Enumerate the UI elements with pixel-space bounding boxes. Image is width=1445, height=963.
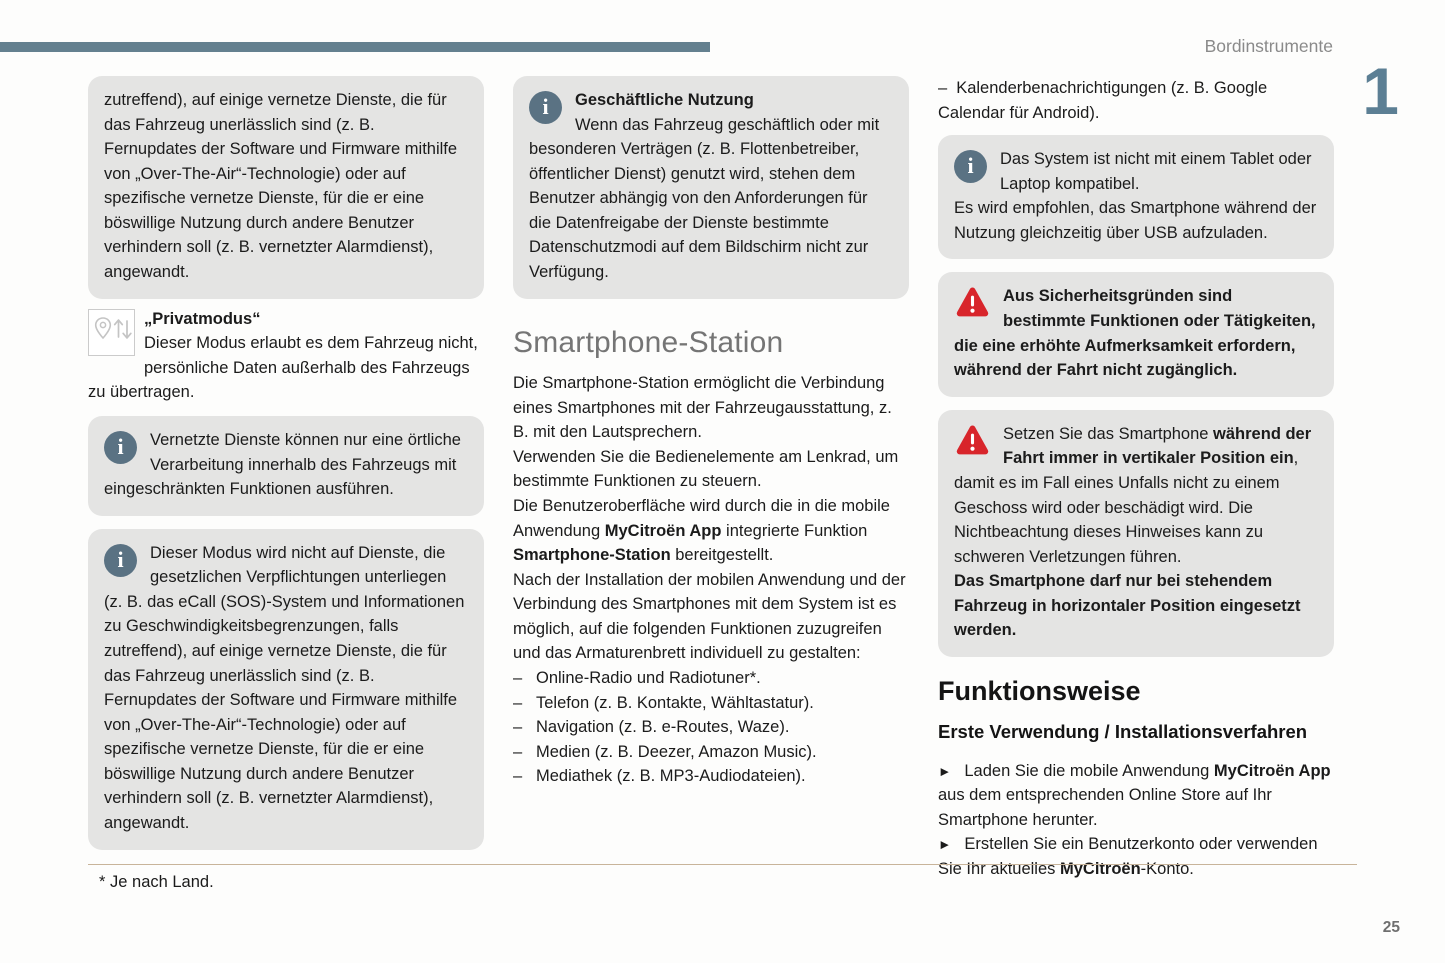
warning-box-vertical-position: Setzen Sie das Smartphone während der Fahrt immer in vertikaler Position ein, damit es im Fall eines Unfalls nicht zu einem Geschoss wird oder beschädigt wird. Die Nichtbeachtung dieses Hinweises kann zu schweren Verletzungen führen. Das Smartphone darf nur bei stehendem Fahrzeug in horizontaler Position eingesetzt werden. <box>938 410 1334 657</box>
list-item-text: Kalenderbenachrichtigungen (z. B. Google Calendar für Android). <box>938 79 1268 122</box>
list-item: – Medien (z. B. Deezer, Amazon Music). <box>513 740 909 765</box>
warning-safety-text: Aus Sicherheitsgründen sind bestimmte Funktionen oder Tätigkeiten, die eine erhöhte Aufmerksamkeit erfordern, während der Fahrt nicht zugänglich. <box>954 287 1316 380</box>
instruction-step: ► Laden Sie die mobile Anwendung MyCitroën App aus dem entsprechenden Online Store auf Ihr Smartphone herunter. <box>938 761 1331 829</box>
column-left <box>88 76 484 881</box>
step-arrow-icon: ► <box>938 763 952 779</box>
info-box-compatibility <box>938 135 1334 259</box>
smartphone-station-body <box>513 371 909 789</box>
list-item: – Online-Radio und Radiotuner*. <box>513 666 909 691</box>
step-arrow-icon: ► <box>938 837 952 853</box>
accent-top-bar <box>0 42 710 52</box>
paragraph: Die Benutzeroberfläche wird durch die in die mobile Anwendung MyCitroën App integrierte Funktion Smartphone-Station bereitgestellt. <box>513 497 890 565</box>
instruction-step: ► Erstellen Sie ein Benutzerkonto oder verwenden Sie Ihr aktuelles MyCitroën-Konto. <box>938 835 1318 878</box>
section-heading-smartphone-station: Smartphone-Station <box>513 325 784 359</box>
list-item: – Telefon (z. B. Kontakte, Wähltastatur). <box>513 691 909 716</box>
warning-box-safety <box>938 272 1334 396</box>
info-box-business-body: Wenn das Fahrzeug geschäftlich oder mit besonderen Verträgen (z. B. Flottenbetreiber, öffentlicher Dienst) genutzt wird, stehen dem Benutzer abhängig von den Anforderungen für die Datenfreigabe der Dienste bestimmte Datenschutzmodi auf dem Bildschirm nicht zur Verfügung. <box>529 115 880 282</box>
list-item: – Kalenderbenachrichtigungen (z. B. Google Calendar für Android). <box>938 79 1268 122</box>
info-compatibility-line2: Es wird empfohlen, das Smartphone während der Nutzung gleichzeitig über USB aufzuladen. <box>954 199 1317 242</box>
list-item-text: Online-Radio und Radiotuner*. <box>536 669 761 688</box>
info-box-mode-exceptions <box>88 529 484 850</box>
section-heading-funktionsweise: Funktionsweise <box>938 675 1141 706</box>
subheading-first-use: Erste Verwendung / Installationsverfahren <box>938 721 1308 743</box>
info-icon: i <box>104 431 137 464</box>
info-box-business-title: Geschäftliche Nutzung <box>575 91 754 109</box>
info-box-local-processing-text: Vernetzte Dienste können nur eine örtliche Verarbeitung innerhalb des Fahrzeugs mit eingeschränkten Funktionen ausführen. <box>104 430 461 499</box>
page-number: 25 <box>1382 919 1400 936</box>
app-name: MyCitroën App <box>1213 761 1331 780</box>
private-mode-title: „Privatmodus“ <box>144 309 261 328</box>
warning-icon <box>954 424 991 458</box>
column-middle <box>513 76 909 881</box>
page-columns <box>88 76 1334 881</box>
private-mode-section <box>88 307 484 405</box>
paragraph: Verwenden Sie die Bedienelemente am Lenkrad, um bestimmte Funktionen zu steuern. <box>513 447 899 491</box>
list-item: – Mediathek (z. B. MP3-Audiodateien). <box>513 764 909 789</box>
list-item: – Navigation (z. B. e-Routes, Waze). <box>513 715 909 740</box>
info-icon: i <box>529 91 562 124</box>
note-box-continued <box>88 76 484 299</box>
chapter-number: 1 <box>1362 54 1399 128</box>
feature-name: Smartphone-Station <box>513 546 671 565</box>
info-icon: i <box>104 544 137 577</box>
footnote-divider <box>88 864 1357 865</box>
column-right <box>938 76 1334 881</box>
list-item-text: Mediathek (z. B. MP3-Audiodateien). <box>536 767 806 786</box>
info-box-mode-exceptions-text: Dieser Modus wird nicht auf Dienste, die gesetzlichen Verpflichtungen unterliegen (z. B. das eCall (SOS)-System und Informationen zu Geschwindigkeitsbegrenzungen, falls zutreffend), auf einige vernetze Dienste, die für das Fahrzeug unerlässlich sind (z. B. Fernupdates der Software und Firmware mithilfe von „Over-The-Air“-Technologie) oder auf spezifische vernetze Dienste, für die er eine böswillige Nutzung durch andere Benutzer verhindern soll (z. B. vernetzter Alarmdienst), angewandt. <box>104 543 465 833</box>
private-mode-body: Dieser Modus erlaubt es dem Fahrzeug nicht, persönliche Daten außerhalb des Fahrzeugs zu übertragen. <box>88 334 478 402</box>
chapter-header-title: Bordinstrumente <box>1204 36 1333 56</box>
footnote-text: * Je nach Land. <box>99 873 214 891</box>
privacy-mode-icon <box>88 309 135 356</box>
warning-bold-closing: Das Smartphone darf nur bei stehendem Fahrzeug in horizontaler Position eingesetzt werden. <box>954 572 1301 640</box>
paragraph: Die Smartphone-Station ermöglicht die Verbindung eines Smartphones mit der Fahrzeugausstattung, z. B. mit den Lautsprechern. <box>513 374 892 442</box>
account-name: MyCitroën <box>1059 859 1141 878</box>
info-box-local-processing <box>88 416 484 516</box>
note-box-continued-text: zutreffend), auf einige vernetze Dienste, die für das Fahrzeug unerlässlich sind (z. B. Fernupdates der Software und Firmware mithilfe von „Over-The-Air“-Technologie) oder auf spezifische vernetze Dienste, für die er eine böswillige Nutzung durch andere Benutzer verhindern soll (z. B. vernetzter Alarmdienst), angewandt. <box>104 91 458 282</box>
info-box-business-use <box>513 76 909 299</box>
list-item-text: Navigation (z. B. e-Routes, Waze). <box>536 718 790 737</box>
list-item-text: Medien (z. B. Deezer, Amazon Music). <box>536 742 817 761</box>
list-item-text: Telefon (z. B. Kontakte, Wähltastatur). <box>536 693 814 712</box>
info-icon: i <box>954 150 987 183</box>
paragraph: Nach der Installation der mobilen Anwendung und der Verbindung des Smartphones mit dem System ist es möglich, auf die folgenden Funktionen zuzugreifen und das Armaturenbrett individuell zu gestalten: <box>513 570 906 663</box>
app-name: MyCitroën App <box>604 521 722 540</box>
info-compatibility-line1: Das System ist nicht mit einem Tablet oder Laptop kompatibel. <box>1000 150 1312 193</box>
warning-icon <box>954 286 991 320</box>
